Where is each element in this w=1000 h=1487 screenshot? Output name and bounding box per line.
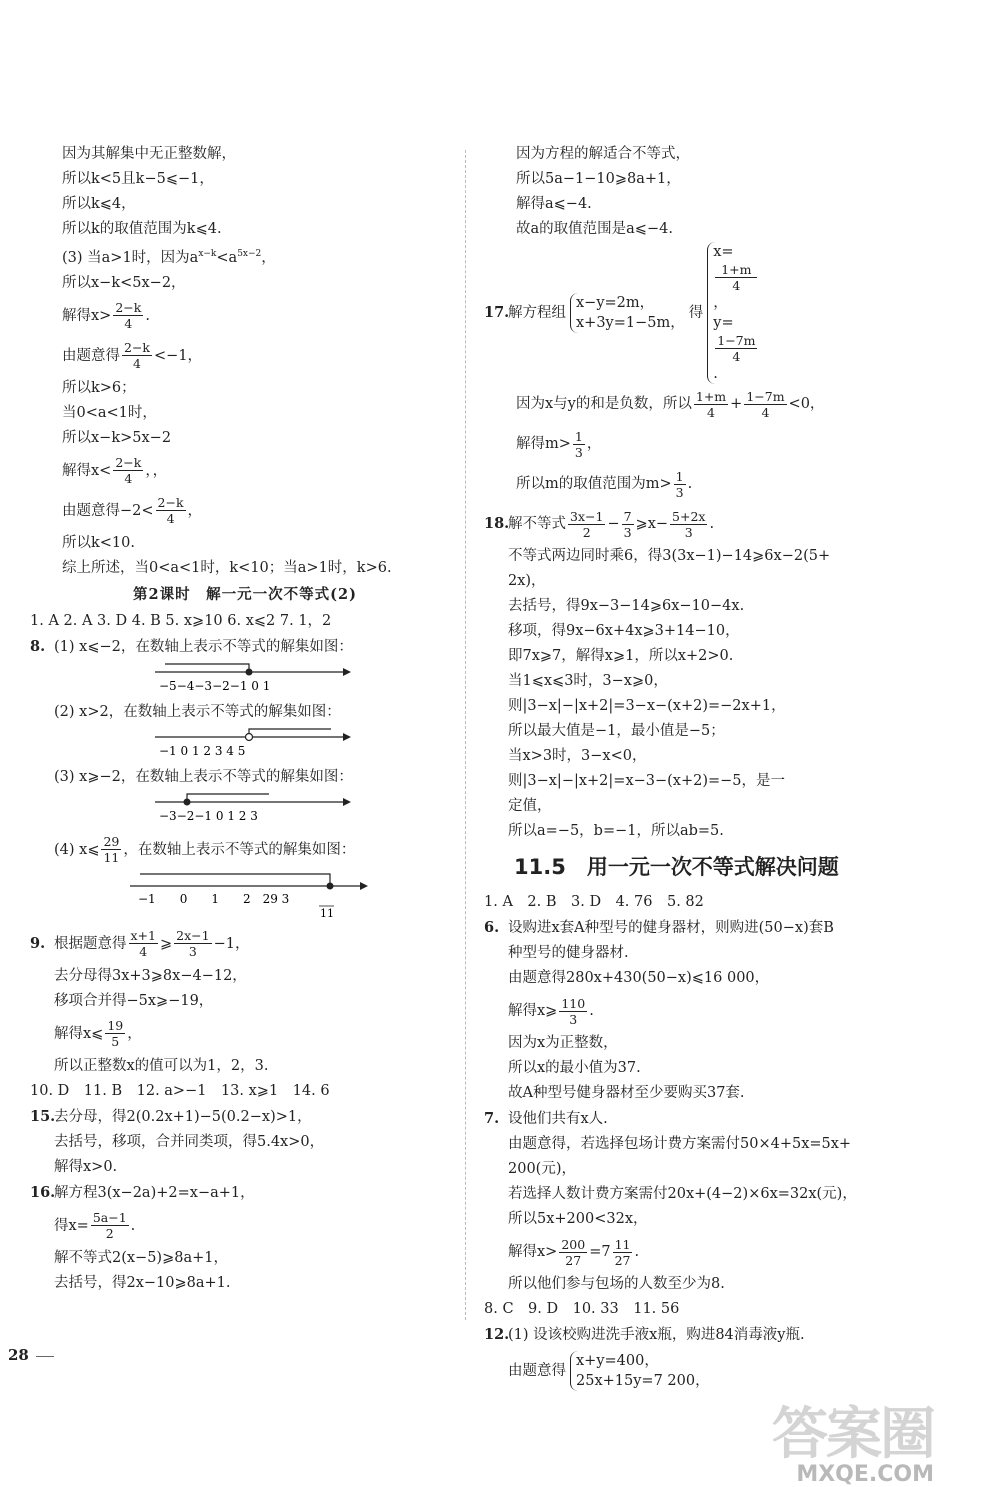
text-line: 解得x> $\frac{200}{27}$ =7 $\frac{11}{27}$ . xyxy=(508,1236,640,1268)
text-line: 移项，得9x−6x+4x⩾3+14−10， xyxy=(508,623,740,639)
text-line: 解得x< $\frac{2-k}{4}$ ，， xyxy=(62,455,168,487)
chapter-title: 11.5 用一元一次不等式解决问题 xyxy=(514,855,839,879)
text-line: 不等式两边同时乘6，得3(3x−1)−14⩾6x−2(5+ xyxy=(508,548,831,564)
text-line: 所以k⩽4， xyxy=(62,196,136,212)
text-line: 所以正整数x的值可以为1，2，3. xyxy=(54,1057,269,1074)
text-line: 种型号的健身器材. xyxy=(508,945,629,961)
number-line-2 xyxy=(145,727,355,761)
right-column xyxy=(484,142,914,1394)
text-line: 解得x> $\frac{2-k}{4}$ . xyxy=(62,300,150,332)
fraction: $\frac{1+m}{4}$ xyxy=(695,388,727,420)
text-line: 由题意得 x+y=400， 25x+15y=7 200， xyxy=(508,1353,710,1389)
text-line: 所以5x+200<32x， xyxy=(508,1211,648,1227)
text-line: 解不等式2(x−5)⩾8a+1， xyxy=(54,1249,228,1266)
text-line: 所以x的最小值为37. xyxy=(508,1060,641,1076)
number-line-frac-denominator: 11 xyxy=(320,906,334,920)
left-column xyxy=(30,142,450,1296)
fraction: $\frac{200}{27}$ xyxy=(561,1236,586,1268)
answer-line: 10. D 11. B 12. a>−1 13. x⩾1 14. 6 xyxy=(30,1082,330,1099)
fraction: $\frac{2x-1}{3}$ xyxy=(176,928,210,960)
number-line-labels: −1 0 1 2 29 3 xyxy=(138,891,290,906)
question-17: 17.解方程组 x−y=2m， x+3y=1−5m， 得 x= 1+m 4 ， y= 1−7m 4 . xyxy=(484,242,914,384)
column-divider xyxy=(465,150,466,1320)
solution-system: x= 1+m 4 ， y= 1−7m 4 . xyxy=(707,242,759,384)
question-6: 6. 设购进x套A种型号的健身器材，则购进(50−x)套B xyxy=(484,919,834,936)
fraction: $\frac{2-k}{4}$ xyxy=(115,300,142,332)
text-line: 去括号，移项，合并同类项，得5.4x>0， xyxy=(54,1133,325,1150)
text-line: 解得x⩽ $\frac{19}{5}$ ， xyxy=(54,1018,142,1050)
question-18: 18.解不等式 $\frac{3x-1}{2}$ − $\frac{7}{3}$ ⩾x− $\frac{5+2x}{3}$ . xyxy=(484,508,715,540)
equation-system: x−y=2m， x+3y=1−5m， xyxy=(570,293,685,333)
text-line: 由题意得 $\frac{2-k}{4}$ <−1， xyxy=(62,340,203,372)
text-line: (4) x⩽ $\frac{29}{11}$ ，在数轴上表示不等式的解集如图： xyxy=(54,834,356,866)
text-line: 解得a⩽−4. xyxy=(516,196,592,212)
text-line: 解得x>0. xyxy=(54,1158,118,1175)
question-12: 12.(1) 设该校购进洗手液x瓶，购进84消毒液y瓶. xyxy=(484,1326,805,1343)
text-line: 去括号，得2x−10⩾8a+1. xyxy=(54,1274,231,1291)
text-line: 所以他们参与包场的人数至少为8. xyxy=(508,1276,725,1292)
fraction: $\frac{110}{3}$ xyxy=(561,995,586,1027)
number-line-3 xyxy=(145,792,355,826)
section-title: 第2课时 解一元一次不等式(2) xyxy=(133,585,357,603)
text-line: 若选择人数计费方案需付20x+(4−2)×6x=32x(元)， xyxy=(508,1186,857,1202)
text-line: 定值， xyxy=(508,798,552,814)
fraction: $\frac{11}{27}$ xyxy=(614,1236,631,1268)
text-line: 当0<a<1时， xyxy=(62,404,157,421)
question-16: 16.解方程3(x−2a)+2=x−a+1， xyxy=(30,1183,255,1201)
question-15: 15.去分母，得2(0.2x+1)−5(0.2−x)>1， xyxy=(30,1107,312,1125)
text-line: 所以k>6； xyxy=(62,379,136,396)
text-line: 所以最大值是−1，最小值是−5； xyxy=(508,723,725,739)
text-line: (2) x>2，在数轴上表示不等式的解集如图： xyxy=(54,703,341,720)
fraction: $\frac{5a-1}{2}$ xyxy=(92,1210,127,1242)
answer-line: 1. A 2. A 3. D 4. B 5. x⩾10 6. x⩽2 7. 1，2 xyxy=(30,612,332,629)
text-line: 所以k<5且k−5⩽−1， xyxy=(62,171,214,187)
text-line: 所以a=−5，b=−1，所以ab=5. xyxy=(508,823,724,839)
text-line: 所以x−k<5x−2， xyxy=(62,274,186,291)
text-line: 由题意得−2< $\frac{2-k}{4}$ ， xyxy=(62,495,203,527)
text-line: 由题意得，若选择包场计费方案需付50×4+5x=5x+ xyxy=(508,1136,852,1152)
text-line: 解得x⩾ $\frac{110}{3}$ . xyxy=(508,995,594,1027)
text-line: (3) 当a>1时，因为$a^{x-k}<a^{5x-2}$， xyxy=(62,249,276,266)
page-number: 28 xyxy=(8,1346,29,1364)
text-line: 则|3−x|−|x+2|=3−x−(x+2)=−2x+1， xyxy=(508,698,786,714)
text-line: 解得m> $\frac{1}{3}$ ， xyxy=(516,428,602,460)
number-line-1 xyxy=(145,662,355,696)
question-7: 7. 设他们共有x人. xyxy=(484,1110,608,1127)
text-line: 因为方程的解适合不等式， xyxy=(516,146,690,162)
text-line: 综上所述，当0<a<1时，k<10；当a>1时，k>6. xyxy=(62,559,392,576)
equation-system: x+y=400， 25x+15y=7 200， xyxy=(570,1351,710,1391)
text-line: 当1⩽x⩽3时，3−x⩾0， xyxy=(508,673,668,689)
fraction: $\frac{2-k}{4}$ xyxy=(124,340,151,372)
fraction: $\frac{2-k}{4}$ xyxy=(157,495,184,527)
fraction: $\frac{29}{11}$ xyxy=(103,834,120,866)
text-line: 即7x⩾7，解得x⩾1，所以x+2>0. xyxy=(508,648,734,664)
text-line: 去分母得3x+3⩾8x−4−12， xyxy=(54,967,247,984)
text-line: 200(元)， xyxy=(508,1161,576,1177)
number-line-labels: −5−4−3−2−1 0 1 xyxy=(159,678,271,693)
text-line: 故A种型号健身器材至少要购买37套. xyxy=(508,1085,745,1101)
fraction: $\frac{2-k}{4}$ xyxy=(115,455,142,487)
fraction: $\frac{1}{3}$ xyxy=(675,468,684,500)
text-line: 移项合并得−5x⩾−19， xyxy=(54,992,214,1009)
page-number-dash xyxy=(36,1356,54,1357)
answer-line: 1. A 2. B 3. D 4. 76 5. 82 xyxy=(484,894,704,910)
text-line: 则|3−x|−|x+2|=x−3−(x+2)=−5，是一 xyxy=(508,773,786,789)
text-line: 由题意得280x+430(50−x)⩽16 000， xyxy=(508,970,770,986)
fraction: $\frac{19}{5}$ xyxy=(107,1018,124,1050)
fraction: $\frac{1}{3}$ xyxy=(574,428,583,460)
answer-line: 8. C 9. D 10. 33 11. 56 xyxy=(484,1301,680,1317)
text-line: (3) x⩾−2，在数轴上表示不等式的解集如图： xyxy=(54,768,353,785)
fraction: $\frac{1-7m}{4}$ xyxy=(746,388,785,420)
text-line: 所以k的取值范围为k⩽4. xyxy=(62,221,222,237)
text-line: 因为x与y的和是负数，所以 $\frac{1+m}{4}$ + $\frac{1-7m}{4}$ <0， xyxy=(516,388,825,420)
fraction: $\frac{x+1}{4}$ xyxy=(130,928,156,960)
watermark xyxy=(772,1390,934,1487)
text-line: 所以k<10. xyxy=(62,534,135,551)
text-line: 得x= $\frac{5a-1}{2}$ . xyxy=(54,1210,136,1242)
text-line: 所以m的取值范围为m> $\frac{1}{3}$ . xyxy=(516,468,693,500)
number-line-labels: −3−2−1 0 1 2 3 xyxy=(159,808,258,823)
text-line: 因为其解集中无正整数解， xyxy=(62,146,236,162)
text-line: 当x>3时，3−x<0， xyxy=(508,748,647,764)
question-9: 9. 根据题意得 $\frac{x+1}{4}$ ⩾ $\frac{2x-1}{3}$ −1， xyxy=(30,928,250,960)
number-line-labels: −1 0 1 2 3 4 5 xyxy=(159,743,246,758)
text-line: 2x)， xyxy=(508,573,546,589)
text-line: 所以x−k>5x−2 xyxy=(62,429,172,446)
text-line: 所以5a−1−10⩾8a+1， xyxy=(516,171,681,187)
watermark-url: MXQE.COM xyxy=(796,1462,934,1487)
number-line-4 xyxy=(120,872,380,920)
text-line: 因为x为正整数， xyxy=(508,1035,618,1051)
watermark-logo: 答案圈 xyxy=(772,1402,934,1467)
text-line: 去括号，得9x−3−14⩾6x−10−4x. xyxy=(508,598,745,614)
question-8: 8. (1) x⩽−2，在数轴上表示不等式的解集如图： xyxy=(30,637,353,655)
text-line: 故a的取值范围是a⩽−4. xyxy=(516,221,673,237)
